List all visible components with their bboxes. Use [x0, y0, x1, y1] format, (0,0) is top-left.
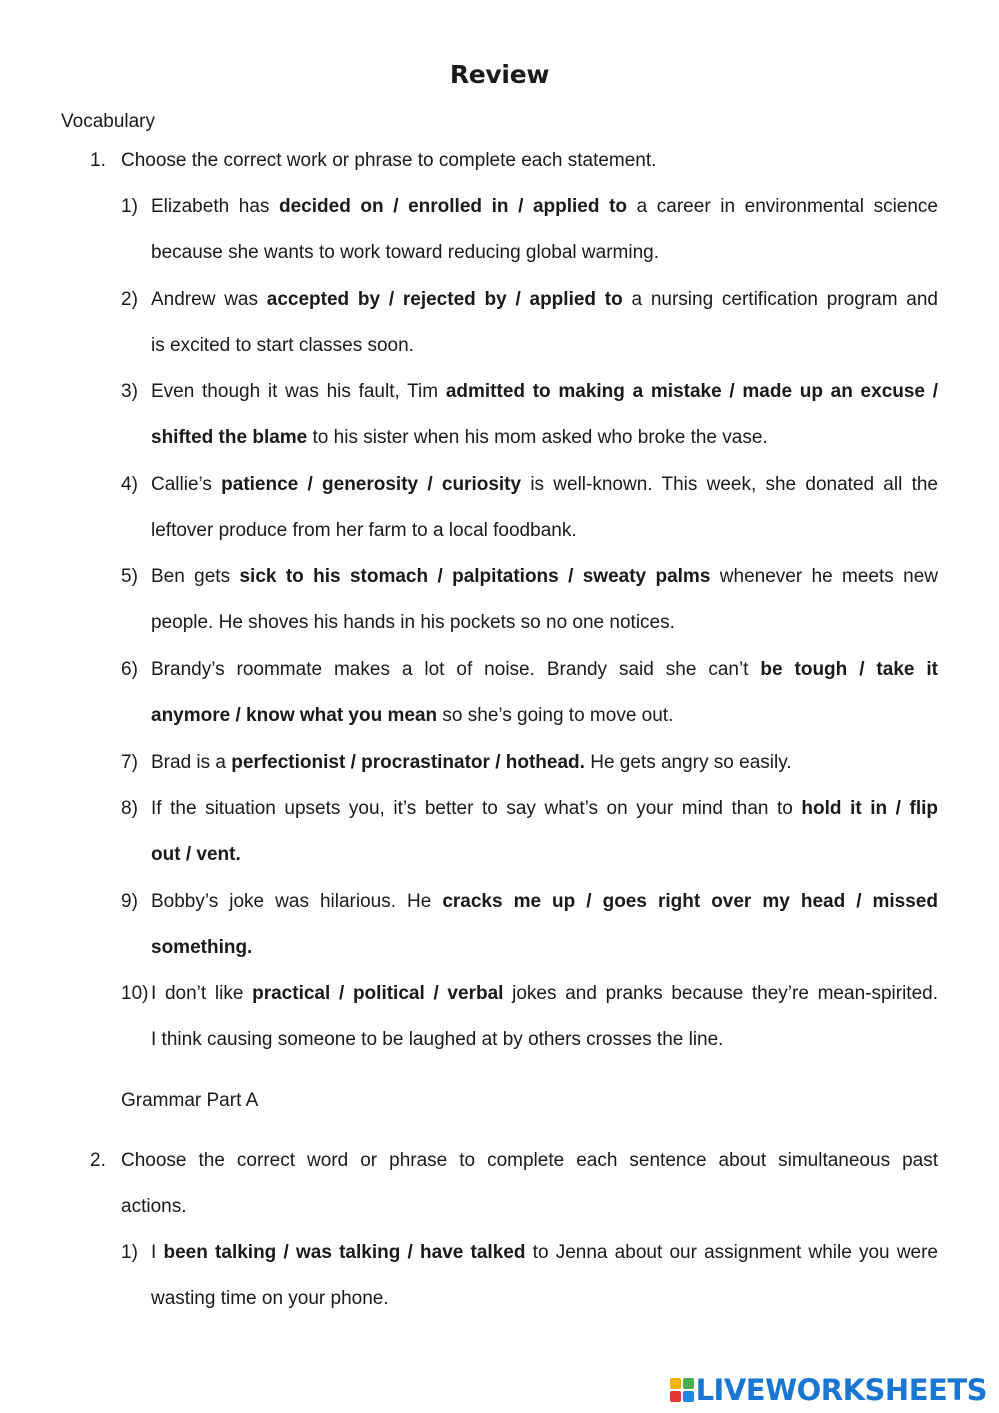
item-number: 3)	[121, 381, 138, 402]
item-text: I	[151, 1242, 164, 1263]
question-2-prompt-line-2: actions.	[121, 1196, 187, 1217]
item-number: 4)	[121, 474, 138, 495]
item-text: Brandy’s roommate makes a lot of noise. Brandy said she can’t	[151, 659, 761, 680]
item-text: I think causing someone to be laughed at by others crosses the line.	[151, 1029, 724, 1050]
item-text: is excited to start classes soon.	[151, 335, 414, 356]
item-text: Even though it was his fault, Tim	[151, 381, 446, 402]
item-text: Andrew was	[151, 289, 267, 310]
answer-choices: patience / generosity / curiosity	[221, 474, 522, 495]
answer-choices: admitted to making a mistake / made up an excuse /	[445, 381, 938, 402]
item-number: 5)	[121, 566, 138, 587]
item-line-1	[151, 890, 938, 914]
item-text: a career in environmental science	[627, 196, 938, 217]
item-line-1	[151, 565, 938, 589]
item-line-2	[151, 519, 938, 543]
item-text: is well-known. This week, she donated all the	[521, 474, 938, 495]
item-line-2	[151, 1028, 938, 1052]
liveworksheets-logo	[670, 1373, 987, 1407]
answer-choices: accepted by / rejected by / applied to	[266, 289, 623, 310]
item-line-1	[151, 751, 938, 775]
item-number: 1)	[121, 196, 138, 217]
logo-square-icon	[683, 1391, 694, 1402]
question-1-prompt: Choose the correct work or phrase to complete each statement.	[121, 150, 657, 171]
item-line-2	[151, 334, 938, 358]
item-line-1	[151, 195, 938, 219]
item-text: If the situation upsets you, it’s better to say what’s on your mind than to	[151, 798, 802, 819]
item-text: Elizabeth has	[151, 196, 279, 217]
item-text: to his sister when his mom asked who broke the vase.	[307, 427, 768, 448]
item-text: because she wants to work toward reducing global warming.	[151, 242, 659, 263]
answer-choices: be tough / take it	[760, 659, 938, 680]
item-number: 8)	[121, 798, 138, 819]
item-line-1	[151, 288, 938, 312]
item-text: Bobby’s joke was hilarious. He	[151, 891, 443, 912]
item-number: 1)	[121, 1242, 138, 1263]
question-1-number: 1.	[90, 150, 106, 171]
item-text: whenever he meets new	[710, 566, 939, 587]
item-text: He gets angry so easily.	[584, 752, 792, 773]
answer-choices: perfectionist / procrastinator / hothead.	[231, 752, 585, 773]
logo-text: LIVEWORKSHEETS	[695, 1373, 987, 1407]
item-number: 2)	[121, 289, 138, 310]
item-line-1	[151, 380, 938, 404]
item-line-2	[151, 1287, 938, 1311]
answer-choices: out / vent.	[151, 844, 241, 865]
item-line-1	[151, 473, 938, 497]
item-text: people. He shoves his hands in his pockets so no one notices.	[151, 612, 675, 633]
item-line-1	[151, 658, 938, 682]
answer-choices: sick to his stomach / palpitations / sweaty palms	[239, 566, 711, 587]
item-line-2	[151, 936, 938, 960]
item-line-1	[151, 1241, 938, 1265]
item-line-2	[151, 704, 938, 728]
item-text: Brad is a	[151, 752, 232, 773]
item-text: I don’t like	[151, 983, 253, 1004]
answer-choices: hold it in / flip	[801, 798, 938, 819]
item-line-2	[151, 611, 938, 635]
item-number: 7)	[121, 752, 138, 773]
item-line-1	[151, 797, 938, 821]
logo-square-icon	[683, 1378, 694, 1389]
item-text: Ben gets	[151, 566, 240, 587]
answer-choices: been talking / was talking / have talked	[163, 1242, 526, 1263]
section-grammar: Grammar Part A	[121, 1090, 259, 1111]
item-text: jokes and pranks because they’re mean-spirited.	[503, 983, 938, 1004]
item-text: wasting time on your phone.	[151, 1288, 389, 1309]
item-line-1	[151, 982, 938, 1006]
answer-choices: decided on / enrolled in / applied to	[279, 196, 628, 217]
section-vocabulary: Vocabulary	[61, 111, 156, 132]
question-2-number: 2.	[90, 1150, 106, 1171]
item-line-2	[151, 426, 938, 450]
page-title: Review	[449, 60, 550, 89]
item-line-2	[151, 241, 938, 265]
logo-mark-icon	[670, 1378, 694, 1402]
logo-square-icon	[670, 1391, 681, 1402]
item-line-2	[151, 843, 938, 867]
item-number: 6)	[121, 659, 138, 680]
answer-choices: something.	[151, 937, 253, 958]
item-number: 9)	[121, 891, 138, 912]
answer-choices: anymore / know what you mean	[151, 705, 438, 726]
question-2-prompt-line-1: Choose the correct word or phrase to complete each sentence about simultaneous past	[121, 1150, 938, 1171]
item-number: 10)	[121, 983, 149, 1004]
answer-choices: cracks me up / goes right over my head / missed	[442, 891, 938, 912]
item-text: Callie’s	[151, 474, 222, 495]
answer-choices: shifted the blame	[151, 427, 308, 448]
item-text: a nursing certification program and	[622, 289, 938, 310]
item-text: so she’s going to move out.	[437, 705, 674, 726]
item-text: leftover produce from her farm to a local foodbank.	[151, 520, 577, 541]
item-text: to Jenna about our assignment while you were	[525, 1242, 939, 1263]
answer-choices: practical / political / verbal	[252, 983, 504, 1004]
logo-square-icon	[670, 1378, 681, 1389]
